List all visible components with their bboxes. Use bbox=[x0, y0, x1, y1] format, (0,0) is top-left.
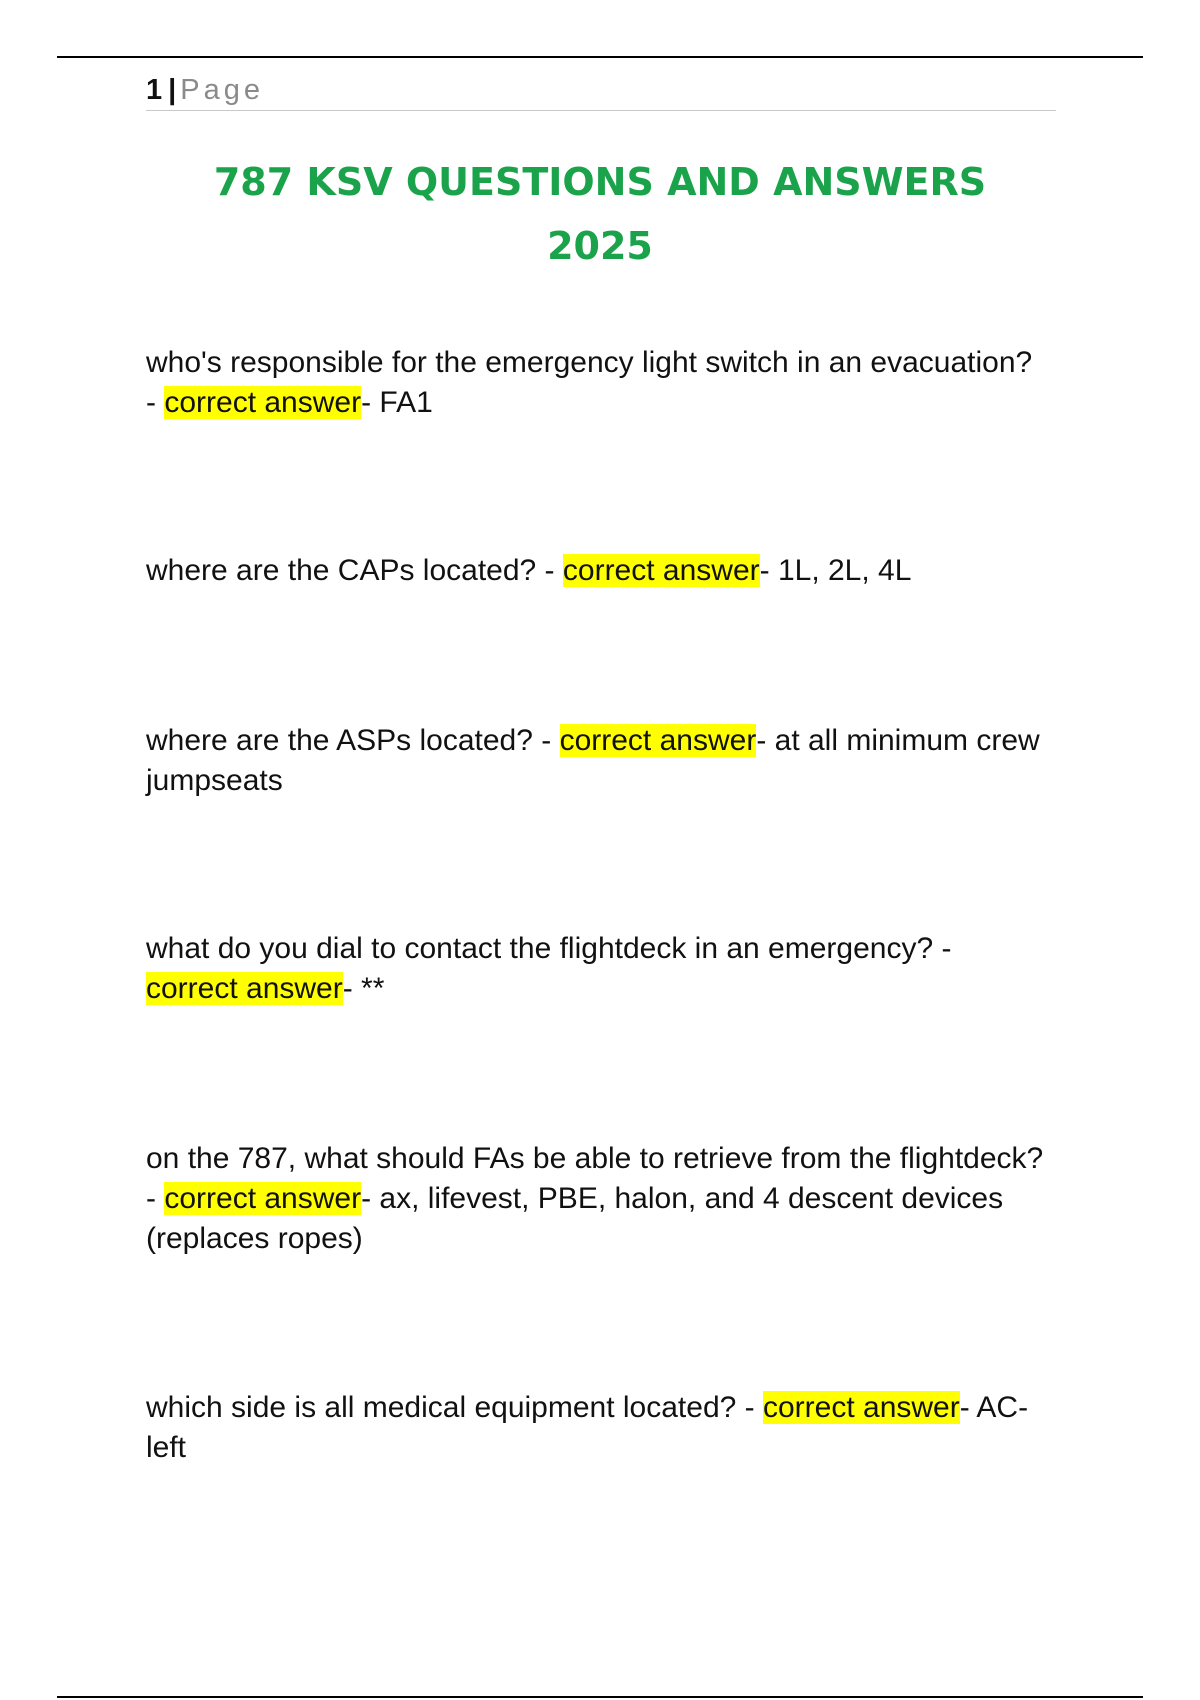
correct-answer-label: correct answer bbox=[559, 724, 757, 757]
page-separator: | bbox=[168, 74, 177, 106]
qa-item-4 bbox=[146, 929, 1046, 1009]
correct-answer-label: correct answer bbox=[164, 1182, 362, 1215]
title-line-2: 2025 bbox=[547, 224, 653, 268]
qa-item-2 bbox=[146, 551, 1046, 591]
correct-answer-label: correct answer bbox=[562, 554, 760, 587]
qa-item-1 bbox=[146, 343, 1046, 423]
answer-text: - 1L, 2L, 4L bbox=[759, 554, 912, 587]
question-text: where are the CAPs located? - bbox=[146, 554, 555, 587]
question-text: on the 787, what should FAs be able to retrieve from the flightdeck? - bbox=[146, 1142, 1044, 1215]
answer-text: - ax, lifevest, PBE, halon, and 4 descent devices (replaces ropes) bbox=[146, 1182, 1004, 1255]
correct-answer-label: correct answer bbox=[164, 386, 362, 419]
question-text: what do you dial to contact the flightdeck in an emergency? - bbox=[146, 932, 952, 965]
document-title bbox=[146, 150, 1054, 278]
qa-item-5 bbox=[146, 1139, 1046, 1259]
page-label: Page bbox=[180, 74, 264, 106]
page-number: 1 bbox=[146, 74, 163, 106]
bottom-rule bbox=[57, 1696, 1143, 1698]
question-text: which side is all medical equipment located? - bbox=[146, 1391, 755, 1424]
question-text: where are the ASPs located? - bbox=[146, 724, 552, 757]
correct-answer-label: correct answer bbox=[146, 972, 343, 1005]
answer-text: - at all minimum crew jumpseats bbox=[146, 724, 1040, 797]
answer-text: - ** bbox=[342, 972, 385, 1005]
answer-text: - FA1 bbox=[361, 386, 433, 419]
qa-item-3 bbox=[146, 721, 1046, 801]
qa-item-6 bbox=[146, 1388, 1046, 1468]
top-rule bbox=[57, 56, 1143, 58]
answer-text: - AC-left bbox=[146, 1391, 1029, 1464]
page-header bbox=[146, 70, 1056, 111]
correct-answer-label: correct answer bbox=[763, 1391, 960, 1424]
title-line-1: 787 KSV QUESTIONS AND ANSWERS bbox=[213, 160, 987, 204]
question-text: who's responsible for the emergency light switch in an evacuation? - bbox=[146, 346, 1033, 419]
